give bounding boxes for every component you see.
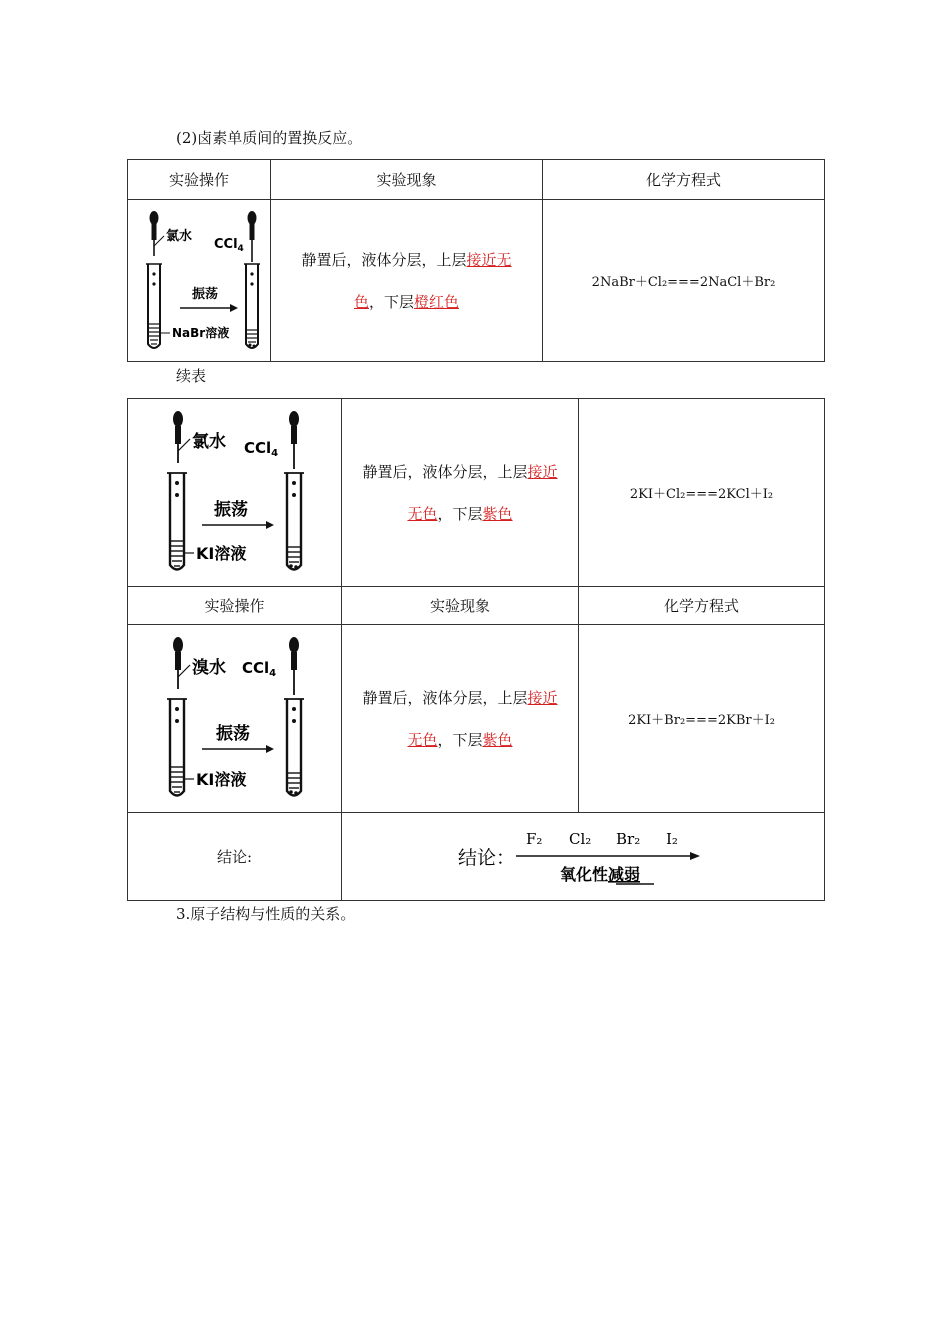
halogen-cl2: Cl₂ [569, 829, 592, 848]
solvent-label: CCl$_4$ [243, 438, 278, 459]
action-label: 振荡 [213, 499, 248, 520]
reaction-table-1 [127, 159, 825, 362]
conclusion-figure [454, 824, 712, 890]
action-label: 振荡 [192, 286, 219, 302]
equation-cell: 2KI＋Br₂===2KBr＋I₂ [579, 625, 825, 813]
answer-blank-lower: 橙红色 [414, 292, 460, 311]
experiment-diagram-cell [128, 625, 342, 813]
solution-label: KI溶液 [195, 769, 246, 789]
conclusion-cell [342, 813, 825, 901]
reaction-table-2 [127, 398, 825, 901]
answer-blank-upper: 接近无色 [353, 250, 512, 311]
halogen-i2: I₂ [666, 829, 678, 848]
conclusion-prefix: 结论： [458, 846, 516, 869]
header-operation: 实验操作 [128, 160, 271, 200]
continued-label: 续表 [176, 367, 207, 385]
header-phenomenon: 实验现象 [342, 587, 579, 625]
answer-blank-lower: 紫色 [482, 730, 513, 749]
answer-blank-upper: 接近无色 [407, 688, 558, 749]
test-tube-diagram [160, 407, 310, 579]
solution-label: KI溶液 [195, 543, 246, 563]
reagent-label: 氯水 [166, 228, 193, 244]
test-tube-diagram [134, 206, 264, 356]
trend-arrow [690, 852, 700, 860]
halogen-br2: Br₂ [616, 829, 641, 848]
equation-cell: 2NaBr＋Cl₂===2NaCl＋Br₂ [543, 200, 825, 362]
experiment-diagram-cell [128, 200, 271, 362]
header-phenomenon: 实验现象 [271, 160, 543, 200]
reagent-label: 溴水 [191, 657, 226, 678]
action-label: 振荡 [215, 723, 250, 744]
solvent-label: CCl$_4$ [241, 658, 276, 679]
answer-blank-upper: 接近无色 [407, 462, 558, 523]
halogen-f2: F₂ [526, 829, 543, 848]
next-section-heading: 3.原子结构与性质的关系。 [176, 905, 356, 923]
experiment-diagram-cell [128, 399, 342, 587]
equation-cell: 2KI＋Cl₂===2KCl＋I₂ [579, 399, 825, 587]
observation-cell: 静置后，液体分层，上层接近无色，下层橙红色 [271, 200, 543, 362]
conclusion-label: 结论: [128, 813, 342, 901]
reagent-label: 氯水 [191, 431, 226, 452]
observation-cell: 静置后，液体分层，上层接近无色，下层紫色 [342, 625, 579, 813]
trend-label: 氧化性减弱 [560, 864, 641, 884]
header-equation: 化学方程式 [543, 160, 825, 200]
header-operation: 实验操作 [128, 587, 342, 625]
solvent-label: CCl$_4$ [214, 236, 244, 254]
answer-blank-lower: 紫色 [482, 504, 513, 523]
observation-cell: 静置后，液体分层，上层接近无色，下层紫色 [342, 399, 579, 587]
section-heading: (2)卤素单质间的置换反应。 [176, 129, 363, 147]
header-equation: 化学方程式 [579, 587, 825, 625]
test-tube-diagram [160, 633, 310, 805]
solution-label: NaBr溶液 [172, 325, 230, 340]
